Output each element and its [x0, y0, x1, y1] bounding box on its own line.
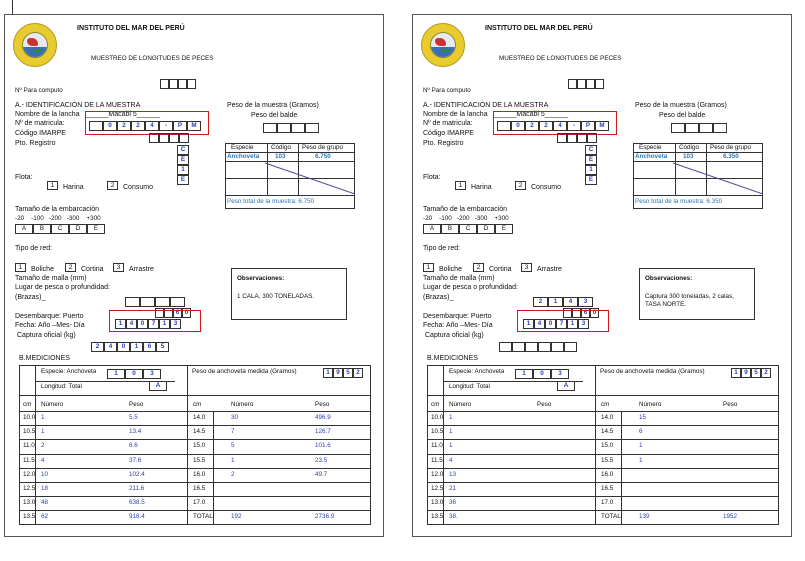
computo-boxes [568, 79, 604, 89]
peso-muestra-label: Peso de la muestra (Gramos) [635, 102, 727, 109]
species-header-peso: Peso de grupo [302, 144, 343, 151]
digit-cell: P [173, 121, 187, 131]
table-cell: 13.0 [23, 499, 36, 507]
species-diagonal [225, 161, 355, 195]
digit-cell: 1 [159, 319, 170, 329]
table-cell: 7 [231, 428, 235, 436]
flota-option-harina-box[interactable]: 1 [455, 181, 466, 190]
digit-cell: 5 [343, 368, 353, 378]
digit-cell: 2 [117, 121, 131, 131]
brazas-label: (Brazas)_ [15, 294, 46, 301]
table-cell: 1 [449, 442, 453, 450]
digit-cell: 2 [91, 342, 104, 352]
boat-name-label: Nombre de la lancha [15, 111, 80, 118]
digit-cell: 0 [533, 369, 551, 379]
digit-cell: 0 [117, 342, 130, 352]
table-cell: 5 [231, 442, 235, 450]
digit-cell: 2 [525, 121, 539, 131]
section-a-title: A.- IDENTIFICACIÓN DE LA MUESTRA [423, 102, 549, 109]
digit-cell: 1 [731, 368, 741, 378]
ce-boxes [177, 145, 189, 185]
species-name: Anchoveta [227, 153, 260, 160]
tipo-red-label: Tipo de red: [423, 245, 461, 252]
table-cell: 14.5 [193, 428, 206, 436]
sampling-form-left [4, 14, 384, 537]
letter-cell: E [177, 155, 189, 165]
digit-cell: A [423, 224, 441, 234]
digit-cell: 3 [551, 369, 569, 379]
digit-cell: 6 [581, 308, 590, 318]
table-cell: 11.5 [23, 456, 35, 464]
left-header-cm: cm [23, 401, 32, 408]
table-cell: 10.0 [431, 414, 444, 421]
imarpe-boxes [557, 133, 597, 143]
boat-name-label: Nombre de la lancha [423, 111, 488, 118]
table-cell: 10 [41, 470, 49, 478]
table-cell: 15.5 [193, 456, 206, 464]
red-option-arrastre-box[interactable]: 3 [113, 263, 124, 272]
para-computo-label: Nº Para computo [15, 87, 63, 94]
digit-cell: C [459, 224, 477, 234]
digit-cell: 0 [590, 308, 599, 318]
flota-option-harina: Harina [471, 184, 492, 191]
mediciones-label: B.MEDICIONES [19, 355, 70, 362]
table-cell: 4 [41, 456, 45, 464]
right-header-numero: Número [639, 401, 662, 408]
digit-cell: B [33, 224, 51, 234]
table-cell: 21 [449, 485, 457, 492]
digit-cell: 3 [578, 297, 593, 307]
table-cell: 15.0 [601, 442, 614, 450]
desembarque-label: Desembarque: Puerto [15, 313, 84, 320]
table-cell: 1 [639, 456, 643, 464]
table-cell: 6.6 [129, 442, 138, 450]
left-header-numero: Número [449, 401, 472, 408]
table-cell: 6 [639, 428, 643, 436]
table-cell: 12.5 [23, 485, 36, 492]
captura-label: Captura oficial (kg) [17, 332, 76, 339]
digit-cell: 1 [515, 369, 533, 379]
letter-cell: C [585, 145, 597, 155]
codigo-imarpe-label: Código IMARPE [15, 130, 66, 137]
institute-title: INSTITUTO DEL MAR DEL PERÚ [485, 25, 593, 32]
digit-cell [551, 342, 564, 352]
digit-cell: D [477, 224, 495, 234]
table-cell: 16.5 [601, 485, 614, 492]
digit-cell [125, 297, 140, 307]
digit-cell: 1 [523, 319, 534, 329]
longitud-letter-box [557, 381, 575, 391]
table-cell: 1 [639, 442, 643, 450]
digit-cell: 1 [115, 319, 126, 329]
peso-medida-label: Peso de anchoveta medida (Gramos) [192, 368, 297, 375]
observaciones-title: Observaciones: [645, 275, 693, 282]
species-weight: 6.750 [315, 153, 331, 160]
computo-boxes [160, 79, 196, 89]
table-cell: 496.9 [315, 414, 331, 421]
form-subtitle: MUESTREO DE LONGITUDES DE PECES [499, 55, 622, 62]
table-cell: 16.0 [601, 470, 614, 478]
matricula-highlight [493, 111, 617, 135]
digit-cell: 5 [751, 368, 761, 378]
table-cell: 10.5 [23, 428, 36, 436]
especie-code-boxes [515, 369, 569, 379]
especie-code-boxes [107, 369, 161, 379]
digit-cell: 1 [323, 368, 333, 378]
tamano-ranges: -20 -100 -200 -300 +300 [15, 215, 101, 222]
institute-title: INSTITUTO DEL MAR DEL PERÚ [77, 25, 185, 32]
peso-medida-boxes [731, 368, 771, 378]
digit-cell: 6 [173, 308, 182, 318]
red-option-boliche-box[interactable]: 1 [423, 263, 434, 272]
peso-total-muestra: Peso total de la muestra: 6.750 [227, 198, 315, 205]
digit-cell: 0 [125, 369, 143, 379]
fecha-label: Fecha: Año –Mes- Día [15, 322, 85, 329]
digit-cell: 4 [553, 121, 567, 131]
right-header-numero: Número [231, 401, 254, 408]
digit-cell: D [69, 224, 87, 234]
fecha-label: Fecha: Año –Mes- Día [423, 322, 493, 329]
digit-cell: 2 [131, 121, 145, 131]
table-cell: 2 [41, 442, 45, 450]
digit-cell: 6 [143, 342, 156, 352]
table-cell: 638.5 [129, 499, 145, 507]
longitud-total-label: Longitud: Total [41, 383, 82, 390]
red-option-cortina: Cortina [489, 266, 512, 273]
digit-cell: 2 [533, 297, 548, 307]
imarpe-logo [421, 23, 465, 67]
boat-name-value: ______Macabi 5______ [85, 111, 161, 118]
table-cell: 30 [231, 414, 239, 421]
table-cell: 4 [449, 456, 453, 464]
table-cell: 1 [41, 428, 45, 436]
peso-medida-label: Peso de anchoveta medida (Gramos) [600, 368, 705, 375]
imarpe-boxes [149, 133, 189, 143]
digit-cell: 0 [511, 121, 525, 131]
table-cell: 12.5 [431, 485, 444, 492]
table-cell: 11.0 [431, 442, 443, 450]
digit-cell: 7 [148, 319, 159, 329]
digit-cell: - [159, 121, 173, 131]
table-cell: 12.0 [23, 470, 36, 478]
brazas-label: (Brazas)_ [423, 294, 454, 301]
especie-header: Especie: Anchoveta [449, 368, 505, 375]
red-option-arrastre: Arrastre [537, 266, 562, 273]
digit-cell [499, 342, 512, 352]
red-option-boliche-box[interactable]: 1 [15, 263, 26, 272]
table-cell: 1 [449, 428, 453, 436]
digit-cell: - [567, 121, 581, 131]
table-cell: 14.0 [193, 414, 206, 421]
table-cell: 23.5 [315, 456, 328, 464]
codigo-imarpe-label: Código IMARPE [423, 130, 474, 137]
form-subtitle: MUESTREO DE LONGITUDES DE PECES [91, 55, 214, 62]
table-cell: 139 [639, 513, 650, 521]
table-cell: 48 [41, 499, 49, 507]
digit-cell [538, 342, 551, 352]
captura-label: Captura oficial (kg) [425, 332, 484, 339]
table-cell: 13.0 [431, 499, 444, 507]
digit-cell: 4 [534, 319, 545, 329]
red-option-cortina-box[interactable]: 2 [65, 263, 76, 272]
table-cell: 2 [231, 470, 235, 478]
lugar-label: Lugar de pesca o profundidad: [423, 284, 518, 291]
tamano-cells [15, 224, 105, 234]
left-header-peso: Peso [129, 401, 144, 408]
left-header-cm: cm [431, 401, 440, 408]
digit-cell: 2 [761, 368, 771, 378]
table-cell: 101.6 [315, 442, 331, 450]
red-option-cortina: Cortina [81, 266, 104, 273]
table-cell: 1 [449, 414, 453, 421]
longitud-total-label: Longitud: Total [449, 383, 490, 390]
table-cell: 11.5 [431, 456, 443, 464]
section-a-title: A.- IDENTIFICACIÓN DE LA MUESTRA [15, 102, 141, 109]
table-cell: 126.7 [315, 428, 331, 436]
especie-header: Especie: Anchoveta [41, 368, 97, 375]
malla-label: Tamaño de malla (mm) [15, 275, 87, 282]
species-header-especie: Especie [639, 144, 662, 151]
digit-cell: 4 [563, 297, 578, 307]
table-cell: 36 [449, 499, 457, 507]
digit-cell: E [87, 224, 105, 234]
table-cell: 16.0 [193, 470, 206, 478]
table-cell: 14.5 [601, 428, 614, 436]
corner-mark [12, 0, 13, 14]
letter-cell: C [177, 145, 189, 155]
table-cell: 14.0 [601, 414, 614, 421]
malla-label: Tamaño de malla (mm) [423, 275, 495, 282]
captura-boxes [499, 342, 577, 352]
digit-cell: 0 [103, 121, 117, 131]
balde-boxes [671, 123, 727, 133]
flota-label: Flota: [423, 174, 441, 181]
red-option-arrastre: Arrastre [129, 266, 154, 273]
digit-cell: 1 [567, 319, 578, 329]
digit-cell: 4 [104, 342, 117, 352]
table-cell: 15.0 [193, 442, 206, 450]
red-option-boliche: Boliche [31, 266, 54, 273]
longitud-letter-box [149, 381, 167, 391]
digit-cell: 3 [143, 369, 161, 379]
table-cell: 13 [449, 470, 457, 478]
sampling-form-right [412, 14, 792, 537]
observaciones-title: Observaciones: [237, 275, 285, 282]
digit-cell: 2 [353, 368, 363, 378]
matricula-highlight [85, 111, 209, 135]
digit-cell: B [441, 224, 459, 234]
table-cell: 17.0 [193, 499, 206, 507]
letter-cell: E [177, 175, 189, 185]
ce-boxes [585, 145, 597, 185]
digit-cell [525, 342, 538, 352]
species-name: Anchoveta [635, 153, 668, 160]
digit-cell: 1 [107, 369, 125, 379]
peso-total-muestra: Peso total de la muestra: 6.350 [635, 198, 723, 205]
digit-cell: M [187, 121, 201, 131]
matricula-label: Nº de matricula: [15, 120, 65, 127]
flota-option-consumo-box[interactable]: 2 [515, 181, 526, 190]
red-option-arrastre-box[interactable]: 3 [521, 263, 532, 272]
table-cell: 102.4 [129, 470, 145, 478]
pto-registro-label: Pto. Registro [15, 140, 56, 147]
species-header-peso: Peso de grupo [710, 144, 751, 151]
peso-muestra-label: Peso de la muestra (Gramos) [227, 102, 319, 109]
tamano-label: Tamaño de la embarcación [15, 206, 100, 213]
digit-cell: 4 [126, 319, 137, 329]
table-cell: 10.5 [431, 428, 444, 436]
digit-cell: 0 [182, 308, 191, 318]
digit-cell: 1 [130, 342, 143, 352]
para-computo-label: Nº Para computo [423, 87, 471, 94]
table-cell: 1952 [723, 513, 738, 521]
table-cell: 5.5 [129, 414, 138, 421]
species-header-especie: Especie [231, 144, 254, 151]
digit-cell: A [557, 381, 575, 391]
tamano-cells [423, 224, 513, 234]
right-header-peso: Peso [315, 401, 330, 408]
right-header-cm: cm [193, 401, 202, 408]
digit-cell: A [15, 224, 33, 234]
fecha-highlight [517, 310, 609, 332]
tipo-red-label: Tipo de red: [15, 245, 53, 252]
pto-registro-label: Pto. Registro [423, 140, 464, 147]
letter-cell: 1 [177, 165, 189, 175]
table-cell: 1 [231, 456, 235, 464]
table-cell: 1 [41, 414, 45, 421]
table-cell: 15.5 [601, 456, 614, 464]
tamano-label: Tamaño de la embarcación [423, 206, 508, 213]
digit-cell: 1 [548, 297, 563, 307]
table-cell: TOTAL: [601, 513, 623, 521]
species-header-codigo: Código [271, 144, 291, 151]
desembarque-label: Desembarque: Puerto [423, 313, 492, 320]
table-cell: 49.7 [315, 470, 328, 478]
captura-boxes [91, 342, 169, 352]
digit-cell [512, 342, 525, 352]
table-cell: 211.6 [129, 485, 145, 492]
matricula-label: Nº de matricula: [423, 120, 473, 127]
observaciones-text: Captura 300 toneladas, 2 calas, TASA NORTE. [645, 293, 734, 308]
table-cell: 13.5 [23, 513, 36, 521]
table-cell: 62 [41, 513, 49, 521]
digit-cell: 7 [556, 319, 567, 329]
peso-balde-label: Peso del balde [659, 112, 706, 119]
digit-cell: M [595, 121, 609, 131]
mediciones-label: B.MEDICIONES [427, 355, 478, 362]
flota-option-harina: Harina [63, 184, 84, 191]
table-cell: 13.5 [431, 513, 444, 521]
species-code: 103 [275, 153, 286, 160]
digit-cell: P [581, 121, 595, 131]
digit-cell: 0 [137, 319, 148, 329]
flota-option-consumo: Consumo [531, 184, 561, 191]
digit-cell: 0 [545, 319, 556, 329]
digit-cell: 9 [333, 368, 343, 378]
species-header-codigo: Código [679, 144, 699, 151]
digit-cell [170, 297, 185, 307]
digit-cell: E [495, 224, 513, 234]
digit-cell: 3 [578, 319, 589, 329]
table-cell: 15 [639, 414, 647, 421]
table-cell: TOTAL: [193, 513, 215, 521]
digit-cell: 2 [539, 121, 553, 131]
table-cell: 10.0 [23, 414, 36, 421]
red-option-boliche: Boliche [439, 266, 462, 273]
digit-cell: 4 [145, 121, 159, 131]
digit-cell: 9 [741, 368, 751, 378]
table-cell: 918.4 [129, 513, 145, 521]
table-cell: 17.0 [601, 499, 614, 507]
peso-medida-boxes [323, 368, 363, 378]
table-cell: 192 [231, 513, 242, 521]
fecha-highlight [109, 310, 201, 332]
balde-boxes [263, 123, 319, 133]
left-header-peso: Peso [537, 401, 552, 408]
table-cell: 2736.9 [315, 513, 335, 521]
flota-option-consumo: Consumo [123, 184, 153, 191]
letter-cell: E [585, 175, 597, 185]
table-cell: 38. [449, 513, 458, 521]
table-cell: 12.0 [431, 470, 444, 478]
right-header-cm: cm [601, 401, 610, 408]
species-weight: 6.350 [723, 153, 739, 160]
species-diagonal [633, 161, 763, 195]
red-option-cortina-box[interactable]: 2 [473, 263, 484, 272]
boat-name-value: ______Macabi 5______ [493, 111, 569, 118]
species-code: 103 [683, 153, 694, 160]
table-cell: 11.0 [23, 442, 35, 450]
observaciones-text: 1 CALA, 300 TONELADAS. [237, 293, 315, 300]
digit-cell: 3 [170, 319, 181, 329]
digit-cell: 5 [156, 342, 169, 352]
digit-cell [155, 297, 170, 307]
letter-cell: E [585, 155, 597, 165]
table-cell: 13.4 [129, 428, 142, 436]
table-cell: 18 [41, 485, 49, 492]
peso-balde-label: Peso del balde [251, 112, 298, 119]
digit-cell [140, 297, 155, 307]
lugar-label: Lugar de pesca o profundidad: [15, 284, 110, 291]
table-cell: 37.6 [129, 456, 142, 464]
tamano-ranges: -20 -100 -200 -300 +300 [423, 215, 509, 222]
flota-option-harina-box[interactable]: 1 [47, 181, 58, 190]
imarpe-logo [13, 23, 57, 67]
brazas-boxes [533, 297, 593, 307]
brazas-boxes [125, 297, 185, 307]
digit-cell: A [149, 381, 167, 391]
table-cell: 16.5 [193, 485, 206, 492]
digit-cell [564, 342, 577, 352]
left-header-numero: Número [41, 401, 64, 408]
letter-cell: 1 [585, 165, 597, 175]
digit-cell: C [51, 224, 69, 234]
flota-label: Flota: [15, 174, 33, 181]
right-header-peso: Peso [723, 401, 738, 408]
flota-option-consumo-box[interactable]: 2 [107, 181, 118, 190]
